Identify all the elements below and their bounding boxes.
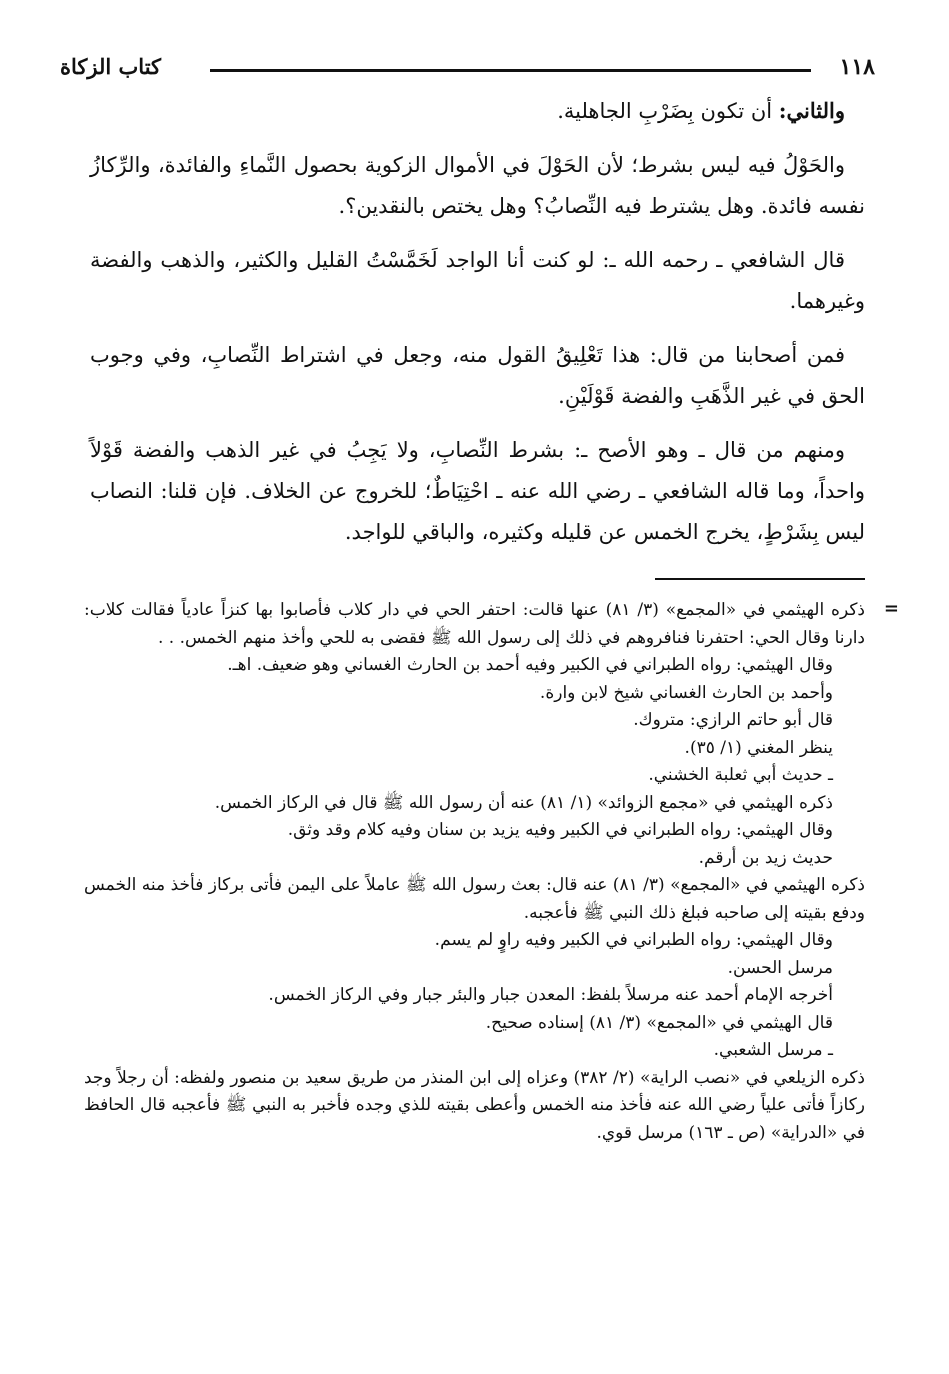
footnote-line: قال أبو حاتم الرازي: متروك. [633,710,833,730]
footnote-line: ذكره الهيثمي في «مجمع الزوائد» (١/ ٨١) عنه أن رسول الله ﷺ قال في الركاز الخمس. [214,792,833,813]
footnote-line: وأحمد بن الحارث الغساني شيخ لابن وارة. [539,682,833,703]
footnotes [84,597,865,1147]
paragraph-text: أن تكون بِضَرْبِ الجاهلية. [557,99,779,123]
footnote-line: وقال الهيثمي: رواه الطبراني في الكبير وفيه أحمد بن الحارث الغساني وهو ضعيف. اهـ. [227,655,833,675]
page-header [60,50,875,90]
footnote-line: أخرجه الإمام أحمد عنه مرسلاً بلفظ: المعدن جبار والبئر جبار وفي الركاز الخمس. [268,985,833,1005]
footnote-line: ذكره الهيثمي في «المجمع» (٣/ ٨١) عنها قالت: احتفر الحي في دار كلاب فأصابوا بها كنزاً عادياً فقالت كلاب: دارنا وقال الحي: احتفرنا فنافروهم في ذلك إلى رسول الله ﷺ فقضى به للحي وأخذ منهم الخمس. . . [84,600,865,648]
paragraph-lead: والثاني: [778,98,845,123]
paragraph: ومنهم من قال ـ وهو الأصح ـ: بشرط النِّصابِ، ولا يَجِبُ في غير الذهب والفضة قَوْلاً واحداً، وما قاله الشافعي ـ رضي الله عنه ـ احْتِيَاطٌ؛ للخروج عن الخلاف. فإن قلنا: النصاب ليس بِشَرْطٍ، يخرج الخمس عن قليله وكثيره، والباقي للواجد. [90,438,865,544]
paragraph: والحَوْلُ فيه ليس بشرط؛ لأن الحَوْلَ في الأموال الزكوية بحصول النَّماءِ والفائدة، والرِّكازُ نفسه فائدة. وهل يشترط فيه النِّصابُ؟ وهل يختص بالنقدين؟. [90,153,865,218]
footnote-line: مرسل الحسن. [727,957,833,978]
footnote-line: ـ مرسل الشعبي. [713,1040,833,1060]
running-title: كتاب الزكاة [60,54,162,79]
footnote-separator [655,578,865,580]
footnote-continuation-mark: = [883,598,899,619]
paragraph: قال الشافعي ـ رحمه الله ـ: لو كنت أنا الواجد لَخَمَّسْتُ القليل والكثير، والذهب والفضة وغيرهما. [90,248,865,313]
footnote-line: حديث زيد بن أرقم. [698,847,833,868]
footnote-line: ذكره الهيثمي في «المجمع» (٣/ ٨١) عنه قال: بعث رسول الله ﷺ عاملاً على اليمن فأتى بركاز فأخذ منه الخمس ودفع بقيته إلى صاحبه فبلغ ذلك النبي ﷺ فأعجبه. [84,875,865,923]
header-rule [210,69,811,72]
footnote-line: وقال الهيثمي: رواه الطبراني في الكبير وفيه يزيد بن سنان وفيه كلام وقد وثق. [287,820,833,840]
main-text [90,90,865,566]
paragraph: فمن أصحابنا من قال: هذا تَعْلِيقُ القول منه، وجعل في اشتراط النِّصابِ، وفي وجوب الحق في غير الذَّهَبِ والفضة قَوْلَيْنِ. [90,343,865,408]
footnote-line: وقال الهيثمي: رواه الطبراني في الكبير وفيه راوٍ لم يسم. [434,930,833,950]
page-number: ١١٨ [839,54,875,80]
paragraph [90,90,865,132]
footnote-line: ذكره الزيلعي في «نصب الراية» (٢/ ٣٨٢) وعزاه إلى ابن المنذر من طريق سعيد بن منصور ولفظه: أن رجلاً وجد ركازاً فأتى علياً رضي الله عنه فأخذ منه الخمس وأعطى بقيته للذي وجده فأخبر به النبي ﷺ فأعجبه قال الحافظ في «الدراية» (ص ـ ١٦٣) مرسل قوي. [84,1067,865,1143]
footnote-line: ينظر المغني (١/ ٣٥). [684,737,833,758]
footnote-line: قال الهيثمي في «المجمع» (٣/ ٨١) إسناده صحيح. [485,1012,833,1033]
footnote-line: ـ حديث أبي ثعلبة الخشني. [648,765,833,785]
